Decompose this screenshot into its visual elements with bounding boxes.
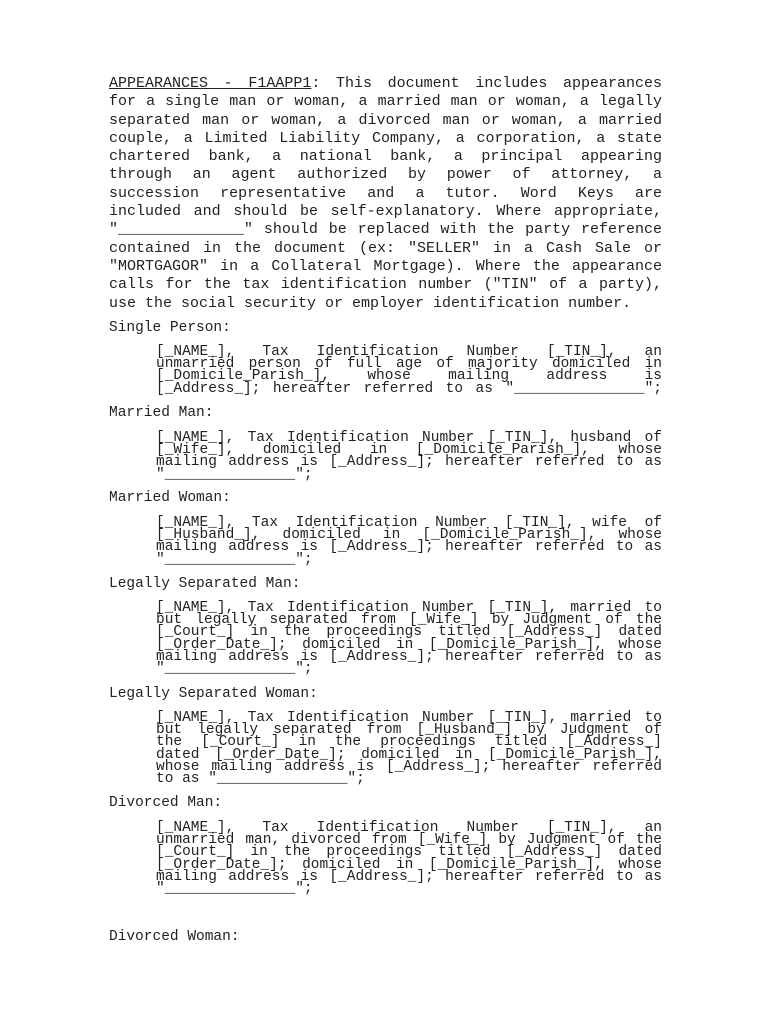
intro-line-text: "______________" should be replaced with the party reference [109,221,662,239]
section-heading: Single Person: [109,320,231,336]
intro-line [109,276,662,294]
clause-line: but legally separated from [_Husband_] by Judgment of [156,722,662,739]
intro-line-text: couple, a Limited Liability Company, a corporation, a state [109,129,662,147]
intro-line-text: succession representative and a tutor. Word Keys are [109,184,662,202]
intro-line-text: : This document includes appearances [311,75,663,92]
section-heading: Married Man: [109,405,214,421]
intro-line [109,240,662,258]
clause-line: [_NAME_], Tax Identification Number [_TIN_], wife of [156,515,662,531]
clause-line: "_______________"; [156,881,313,898]
intro-line-text: through an agent authorized by power of attorney, a [109,166,662,184]
intro-line-text: "MORTGAGOR" in a Collateral Mortgage). Where the appearance [109,257,662,275]
intro-line-text: included and should be self-explanatory. Where appropriate, [109,203,662,221]
section-heading: Divorced Man: [109,795,223,811]
section-heading: Divorced Woman: [109,929,240,945]
intro-line [109,75,662,93]
intro-paragraph [109,75,662,313]
intro-line [109,185,662,203]
clause-line: "_______________"; [156,661,313,678]
intro-line [109,203,662,221]
intro-line-text: separated man or woman, a divorced man or woman, a married [109,111,662,129]
appearance-clause [156,820,662,898]
intro-line-text: for a single man or woman, a married man or woman, a legally [109,93,662,111]
intro-line [109,166,662,184]
clause-line: [_Wife_], domiciled in [_Domicile_Parish_], whose [156,442,662,459]
clause-line: mailing address is [_Address_]; hereafter referred to as [156,454,662,471]
intro-line-text: chartered bank, a national bank, a principal appearing [109,148,662,166]
section-heading: Legally Separated Woman: [109,686,318,702]
appearance-clause [156,432,662,481]
intro-line [109,112,662,130]
clause-line: [_NAME_], Tax Identification Number [_TIN_], married to [156,710,662,726]
intro-line-text: use the social security or employer identification number. [109,294,632,312]
section-heading: Married Woman: [109,490,231,506]
clause-line: [_Court_] in the proceedings titled [_Address_] dated [156,624,662,641]
clause-line: unmarried man, divorced from [_Wife_] by Judgment of the [156,832,662,849]
clause-line: [_Court_] in the proceedings titled [_Address_] dated [156,844,662,861]
clause-line: [_NAME_], Tax Identification Number [_TIN_], an [156,820,662,836]
clause-line: [_Order_Date_]; domiciled in [_Domicile_Parish_], whose [156,856,662,873]
clause-line: [_NAME_], Tax Identification Number [_TIN_], an [156,344,662,360]
appearance-clause [156,710,662,788]
clause-line: mailing address is [_Address_]; hereafter referred to as [156,868,662,885]
intro-line [109,148,662,166]
clause-line: the [_Court_] in the proceedings titled [_Address_] [156,734,662,751]
clause-line: [_Address_]; hereafter referred to as "_______________"; [156,380,662,397]
clause-line: "_______________"; [156,466,313,483]
clause-line: [_NAME_], Tax Identification Number [_TIN_], married to [156,600,662,616]
clause-line: but legally separated from [_Wife_] by Judgment of the [156,612,662,629]
clause-line: [_NAME_], Tax Identification Number [_TIN_], husband of [156,430,662,446]
appearance-clause [156,346,662,395]
clause-line: to as "_______________"; [156,771,365,788]
section-heading: Legally Separated Man: [109,576,301,592]
clause-line: mailing address is [_Address_]; hereafter referred to as [156,648,662,665]
intro-line-text: calls for the tax identification number ("TIN" of a party), [109,276,662,294]
clause-line: unmarried person of full age of majority domiciled in [156,356,662,373]
clause-line: [_Domicile_Parish_], whose mailing address is [156,368,662,385]
appearance-clause [156,600,662,678]
intro-line-text: contained in the document (ex: "SELLER" in a Cash Sale or [109,239,662,257]
intro-line [109,295,662,313]
clause-line: whose mailing address is [_Address_]; hereafter referred [156,758,662,775]
appearance-clause [156,517,662,566]
clause-line: "_______________"; [156,551,313,568]
intro-line [109,93,662,111]
document-title: APPEARANCES - F1AAPP1 [109,75,312,92]
intro-line [109,130,662,148]
clause-line: mailing address is [_Address_]; hereafter referred to as [156,539,662,556]
clause-line: dated [_Order_Date_]; domiciled in [_Domicile_Parish_], [156,746,662,763]
clause-line: [_Order_Date_]; domiciled in [_Domicile_Parish_], whose [156,636,662,653]
intro-line [109,221,662,239]
clause-line: [_Husband_], domiciled in [_Domicile_Parish_], whose [156,527,662,544]
intro-line [109,258,662,276]
